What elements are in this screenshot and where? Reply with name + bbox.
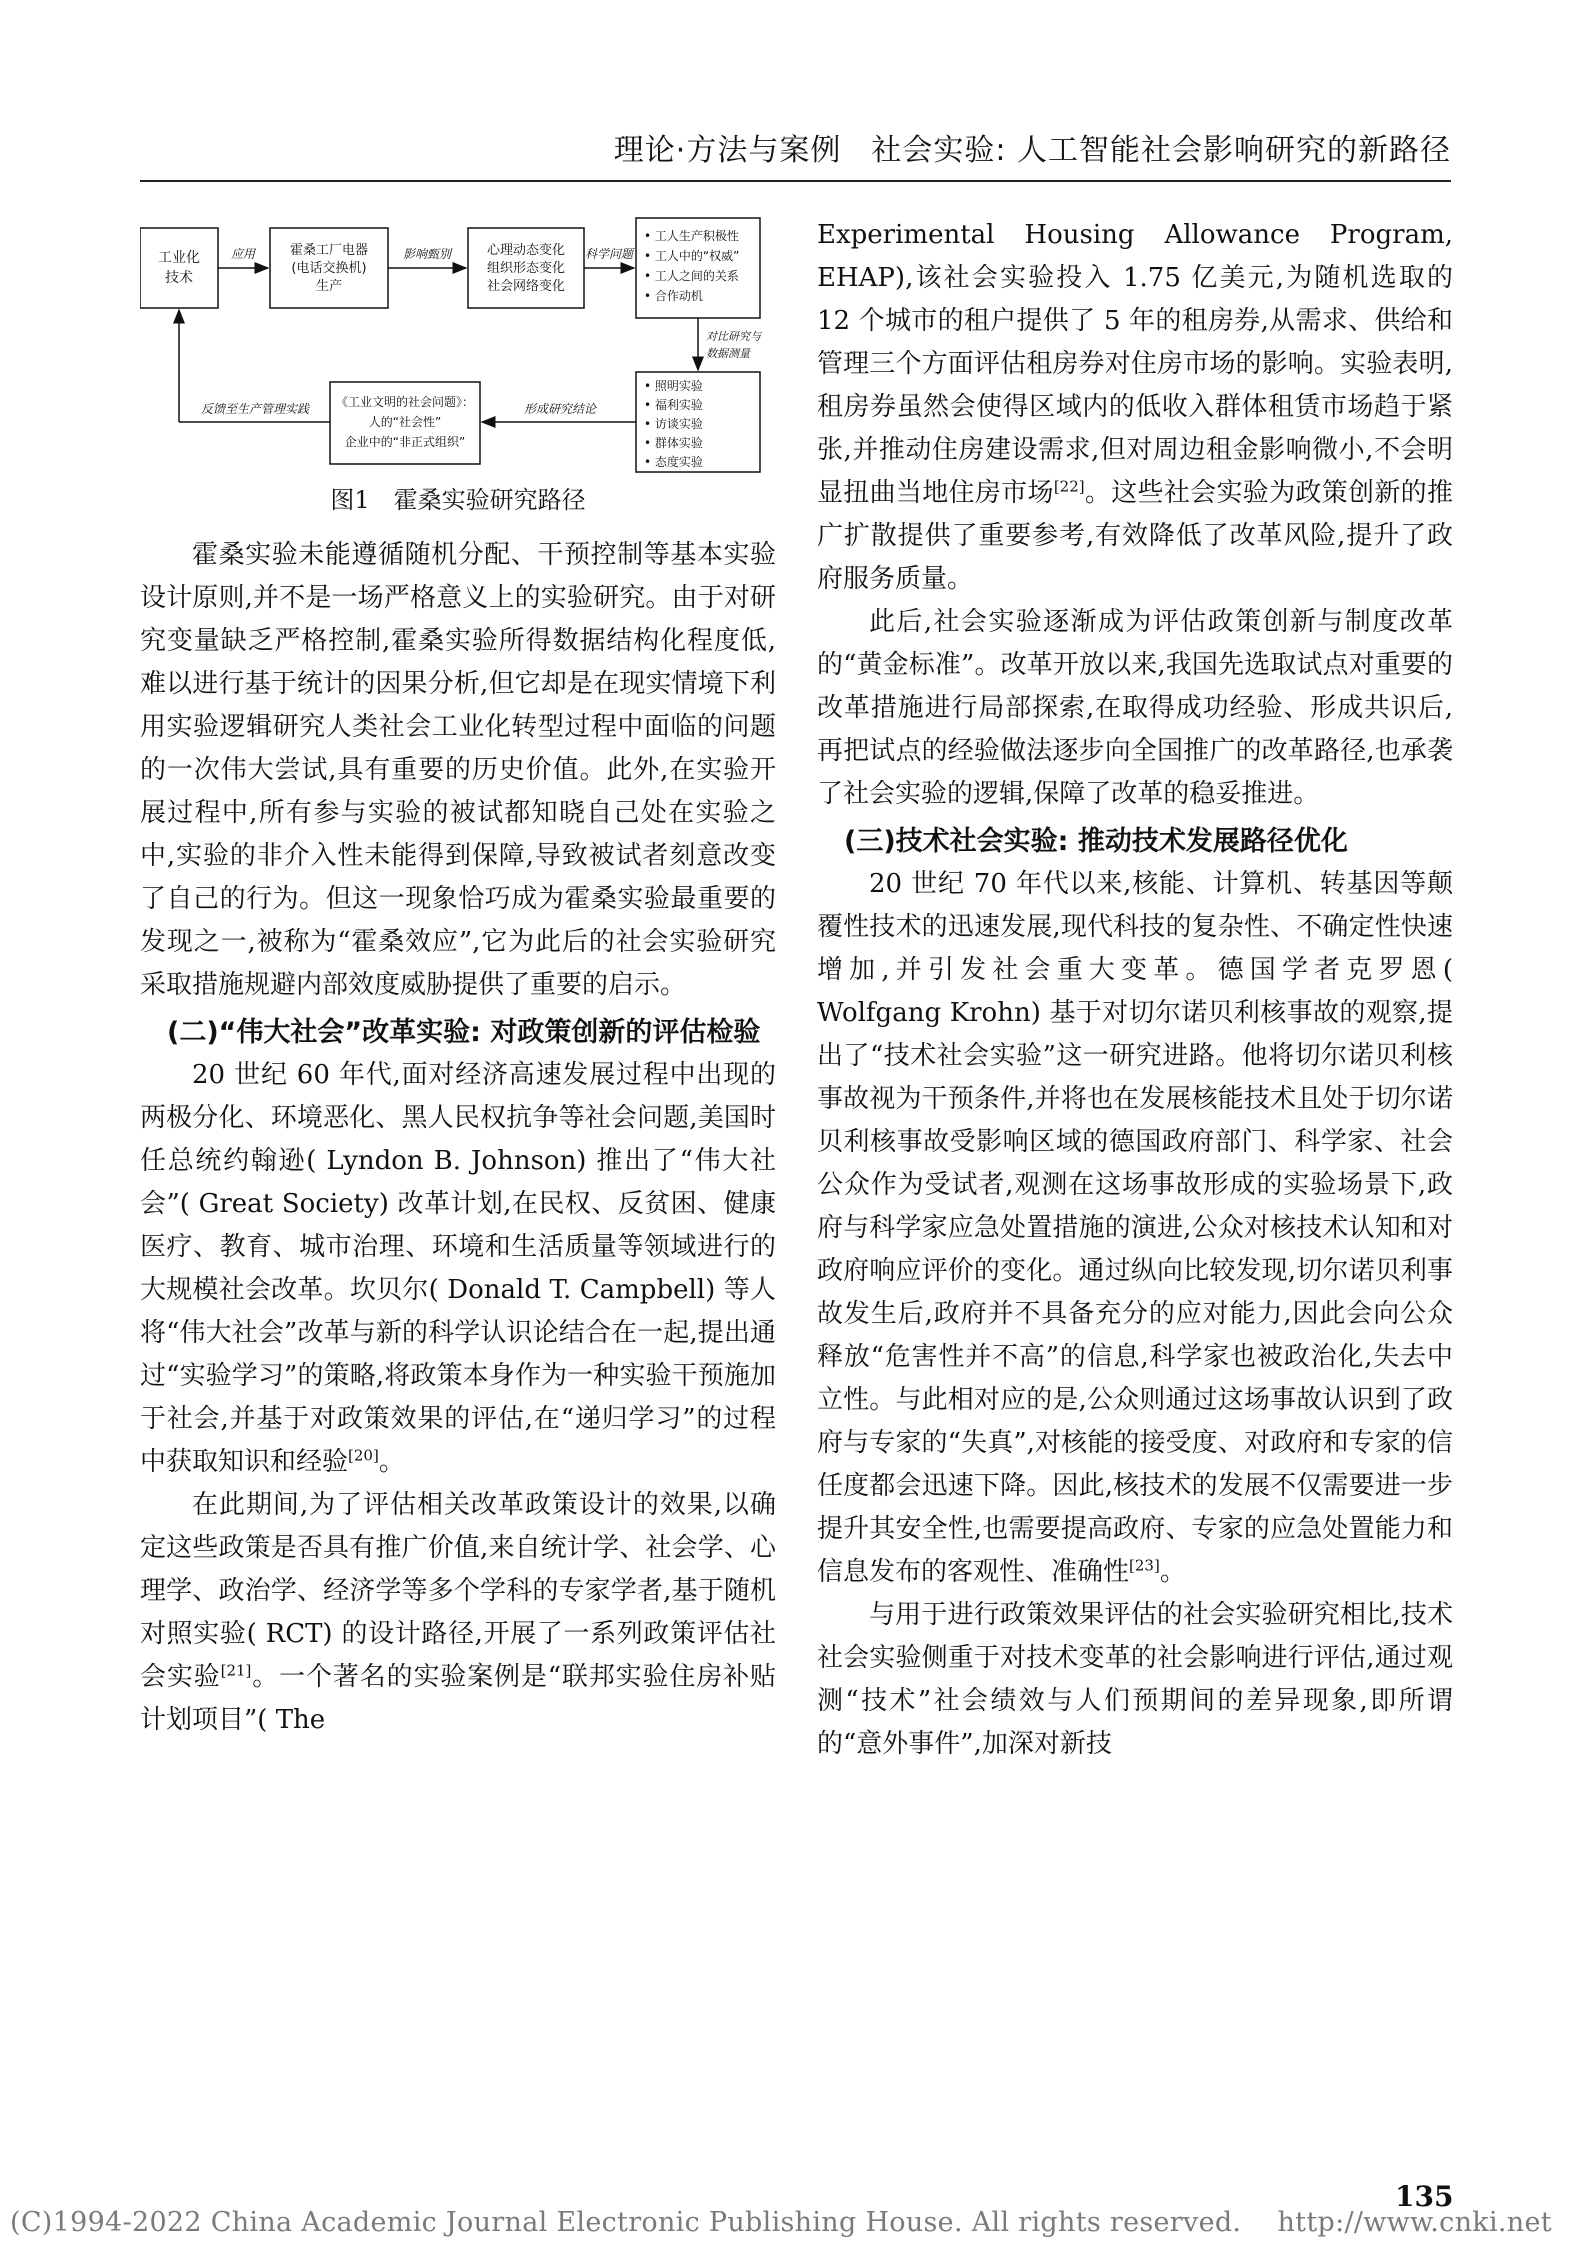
citation-ref: [23] [1129, 1556, 1160, 1575]
box6-line1: 《工业文明的社会问题》： [335, 395, 475, 409]
box6-line3: 企业中的“非正式组织” [344, 435, 466, 449]
box2-line3: 生产 [315, 279, 343, 294]
citation-ref: [22] [1053, 477, 1085, 496]
paragraph [817, 214, 1453, 601]
section-heading-2: (二)“伟大社会”改革实验: 对政策创新的评估检验 [167, 1017, 761, 1048]
box3-line1: 心理动态变化 [486, 243, 566, 258]
paragraph-text: 20 世纪 60 年代,面对经济高速发展过程中出现的两极分化、环境恶化、黑人民权抗争等社会问题,美国时任总统约翰逊( Lyndon B. Johnson) 推出了“伟大社会”( Great Society) 改革计划,在民权、反贫困、健康医疗、教育、城市治理、环境和生活质量等领域进行的大规模社会改革。坎贝尔( Donald T. Campbell) 等人将“伟大社会”改革与新的科学认识论结合在一起,提出通过“实验学习”的策略,将政策本身作为一种实验干预施加于社会,并基于对政策效果的评估,在“递归学习”的过程中获取知识和经验 [140, 1060, 776, 1477]
citation-ref: [20] [348, 1446, 379, 1465]
box4-line1: • 工人生产积极性 [644, 229, 739, 243]
paragraph [140, 1054, 776, 1484]
box-industrial-tech [140, 228, 218, 308]
box5-line3: • 访谈实验 [644, 417, 703, 431]
paragraph-text-end: 。一个著名的实验案例是“联邦实验住房补贴计划项目”( The [140, 1662, 776, 1735]
right-column [817, 214, 1453, 1766]
section-heading-3: (三)技术社会实验: 推动技术发展路径优化 [844, 826, 1348, 857]
header-title: 社会实验: 人工智能社会影响研究的新路径 [871, 133, 1451, 168]
box5-line5: • 态度实验 [644, 455, 703, 469]
paragraph-text: Experimental Housing Allowance Program, EHAP),该社会实验投入 1.75 亿美元,为随机选取的 12 个城市的租户提供了 5 年的租房券,从需求、供给和管理三个方面评估租房券对住房市场的影响。实验表明,租房券虽然会使得区域内的低收入群体租赁市场趋于紧张,并推动住房建设需求,但对周边租金影响微小,不会明显扭曲当地住房市场 [817, 220, 1453, 508]
paragraph-text-end: 。 [1159, 1557, 1186, 1587]
edge-apply-label: 应用 [230, 247, 256, 261]
paragraph [817, 863, 1453, 1594]
paragraph-text-end: 。这些社会实验为政策创新的推广扩散提供了重要参考,有效降低了改革风险,提升了政府服务质量。 [817, 478, 1453, 594]
box3-line2: 组织形态变化 [486, 261, 566, 276]
box5-line1: • 照明实验 [644, 379, 703, 393]
running-header [140, 128, 1451, 182]
edge-feedback-label: 反馈至生产管理实践 [200, 402, 310, 416]
figure-1 [140, 214, 776, 474]
edge-impact-label: 影响甄别 [402, 247, 452, 261]
box5-line2: • 福利实验 [644, 398, 703, 412]
box4-line4: • 合作动机 [644, 289, 703, 303]
box4-line2: • 工人中的“权威” [644, 249, 740, 263]
paragraph [140, 1484, 776, 1742]
paragraph: 此后,社会实验逐渐成为评估政策创新与制度改革的“黄金标准”。改革开放以来,我国先选取试点对重要的改革措施进行局部探索,在取得成功经验、形成共识后,再把试点的经验做法逐步向全国推广的改革路径,也承袭了社会实验的逻辑,保障了改革的稳妥推进。 [817, 607, 1453, 809]
edge-compare-label-2: 数据测量 [706, 347, 750, 360]
box3-line3: 社会网络变化 [486, 279, 566, 294]
citation-ref: [21] [220, 1661, 252, 1680]
box2-line2: (电话交换机) [291, 261, 367, 276]
paragraph: 与用于进行政策效果评估的社会实验研究相比,技术社会实验侧重于对技术变革的社会影响进行评估,通过观测“技术”社会绩效与人们预期间的差异现象,即所谓的“意外事件”,加深对新技 [817, 1600, 1453, 1759]
figure-caption: 图1 霍桑实验研究路径 [330, 486, 586, 514]
copyright-notice: (C)1994-2022 China Academic Journal Electronic Publishing House. All rights reserved. http://www.cnki.net [10, 2207, 1552, 2238]
left-column [140, 214, 776, 1742]
box4-line3: • 工人之间的关系 [644, 269, 739, 283]
page-number: 135 [1395, 2180, 1454, 2213]
edge-conclusion-label: 形成研究结论 [523, 402, 597, 416]
edge-compare-label-1: 对比研究与 [706, 330, 761, 343]
paragraph: 霍桑实验未能遵循随机分配、干预控制等基本实验设计原则,并不是一场严格意义上的实验研究。由于对研究变量缺乏严格控制,霍桑实验所得数据结构化程度低,难以进行基于统计的因果分析,但它却是在现实情境下利用实验逻辑研究人类社会工业化转型过程中面临的问题的一次伟大尝试,具有重要的历史价值。此外,在实验开展过程中,所有参与实验的被试都知晓自己处在实验之中,实验的非介入性未能得到保障,导致被试者刻意改变了自己的行为。但这一现象恰巧成为霍桑实验最重要的发现之一,被称为“霍桑效应”,它为此后的社会实验研究采取措施规避内部效度威胁提供了重要的启示。 [140, 540, 776, 1000]
box2-line1: 霍桑工厂电器 [289, 243, 369, 258]
hawthorne-flow-diagram [140, 214, 776, 474]
paragraph-text: 在此期间,为了评估相关改革政策设计的效果,以确定这些政策是否具有推广价值,来自统计学、社会学、心理学、政治学、经济学等多个学科的专家学者,基于随机对照实验( RCT) 的设计路径,开展了一系列政策评估社会实验 [140, 1490, 776, 1692]
paragraph-text: 20 世纪 70 年代以来,核能、计算机、转基因等颠覆性技术的迅速发展,现代科技的复杂性、不确定性快速增加,并引发社会重大变革。德国学者克罗恩( Wolfgang Krohn) 基于对切尔诺贝利核事故的观察,提出了“技术社会实验”这一研究进路。他将切尔诺贝利核事故视为干预条件,并将也在发展核能技术且处于切尔诺贝利核事故受影响区域的德国政府部门、科学家、社会公众作为受试者,观测在这场事故形成的实验场景下,政府与科学家应急处置措施的演进,公众对核技术认知和对政府响应评价的变化。通过纵向比较发现,切尔诺贝利事故发生后,政府并不具备充分的应对能力,因此会向公众释放“危害性并不高”的信息,科学家也被政治化,失去中立性。与此相对应的是,公众则通过这场事故认识到了政府与专家的“失真”,对核能的接受度、对政府和专家的信任度都会迅速下降。因此,核技术的发展不仅需要进一步提升其安全性,也需要提高政府、专家的应急处置能力和信息发布的客观性、准确性 [817, 869, 1453, 1587]
box6-line2: 人的“社会性” [368, 415, 442, 429]
box1-line1: 工业化 [158, 250, 200, 266]
header-section: 理论·方法与案例 [613, 133, 842, 168]
paragraph-text-end: 。 [378, 1447, 405, 1477]
edge-science-label: 科学问题 [584, 247, 634, 261]
box5-line4: • 群体实验 [644, 436, 703, 450]
box1-line2: 技术 [165, 270, 193, 286]
